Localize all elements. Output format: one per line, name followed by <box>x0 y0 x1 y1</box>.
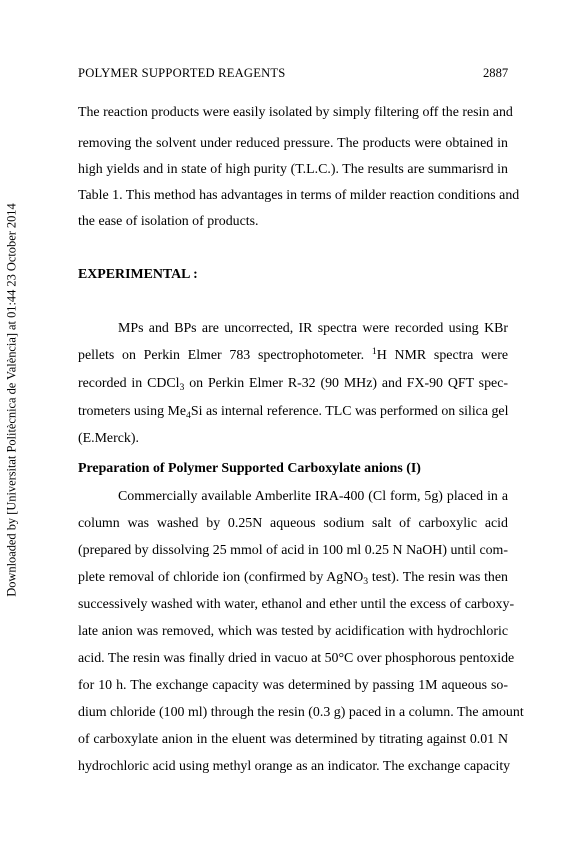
text-line: (prepared by dissolving 25 mmol of acid in 100 ml 0.25 N NaOH) until com- <box>78 543 508 558</box>
download-watermark <box>0 160 24 640</box>
text-line: MPs and BPs are uncorrected, IR spectra were recorded using KBr <box>118 321 508 336</box>
text-line: plete removal of chloride ion (confirmed by AgNO$_3$ test). The resin was then <box>78 570 508 587</box>
text-line: pellets on Perkin Elmer 783 spectrophotometer. $^1$H NMR spectra were <box>78 346 509 363</box>
text-line: successively washed with water, ethanol and ether until the excess of carboxy- <box>78 597 515 612</box>
text-line: high yields and in state of high purity (T.L.C.). The results are summarisrd in <box>78 162 508 177</box>
text-line: recorded in CDCl$_3$ on Perkin Elmer R-32 (90 MHz) and FX-90 QFT spec- <box>78 376 508 393</box>
text-line: late anion was removed, which was tested by acidification with hydrochloric <box>78 624 508 639</box>
text-line: Commercially available Amberlite IRA-400 (Cl form, 5g) placed in a <box>118 489 508 504</box>
text-line: trometers using $Me_4Si$ as internal reference. TLC was performed on silica gel <box>78 404 509 421</box>
text-line: dium chloride (100 ml) through the resin (0.3 g) paced in a column. The amount <box>78 705 524 720</box>
text-line: of carboxylate anion in the eluent was determined by titrating against 0.01 N <box>78 732 508 747</box>
section-heading-preparation: Preparation of Polymer Supported Carboxylate anions (I) <box>78 461 421 476</box>
text-line: for 10 h. The exchange capacity was determined by passing 1M aqueous so- <box>78 678 508 693</box>
download-watermark-text: Downloaded by [Universitat Politècnica de València] at 01:44 23 October 2014 <box>4 203 19 597</box>
page-number: 2887 <box>483 66 509 80</box>
text-line: Table 1. This method has advantages in terms of milder reaction conditions and <box>78 188 520 203</box>
section-heading-experimental: EXPERIMENTAL : <box>78 267 198 282</box>
text-line: removing the solvent under reduced pressure. The products were obtained in <box>78 136 508 151</box>
text-line: hydrochloric acid using methyl orange as an indicator. The exchange capacity <box>78 759 511 774</box>
text-line: the ease of isolation of products. <box>78 214 259 229</box>
text-line: The reaction products were easily isolated by simply filtering off the resin and <box>78 105 513 120</box>
text-line: (E.Merck). <box>78 431 139 446</box>
text-line: acid. The resin was finally dried in vacuo at 50°C over phosphorous pentoxide <box>78 651 515 666</box>
text-line: column was washed by 0.25N aqueous sodium salt of carboxylic acid <box>78 516 508 531</box>
running-header: POLYMER SUPPORTED REAGENTS <box>78 66 286 80</box>
